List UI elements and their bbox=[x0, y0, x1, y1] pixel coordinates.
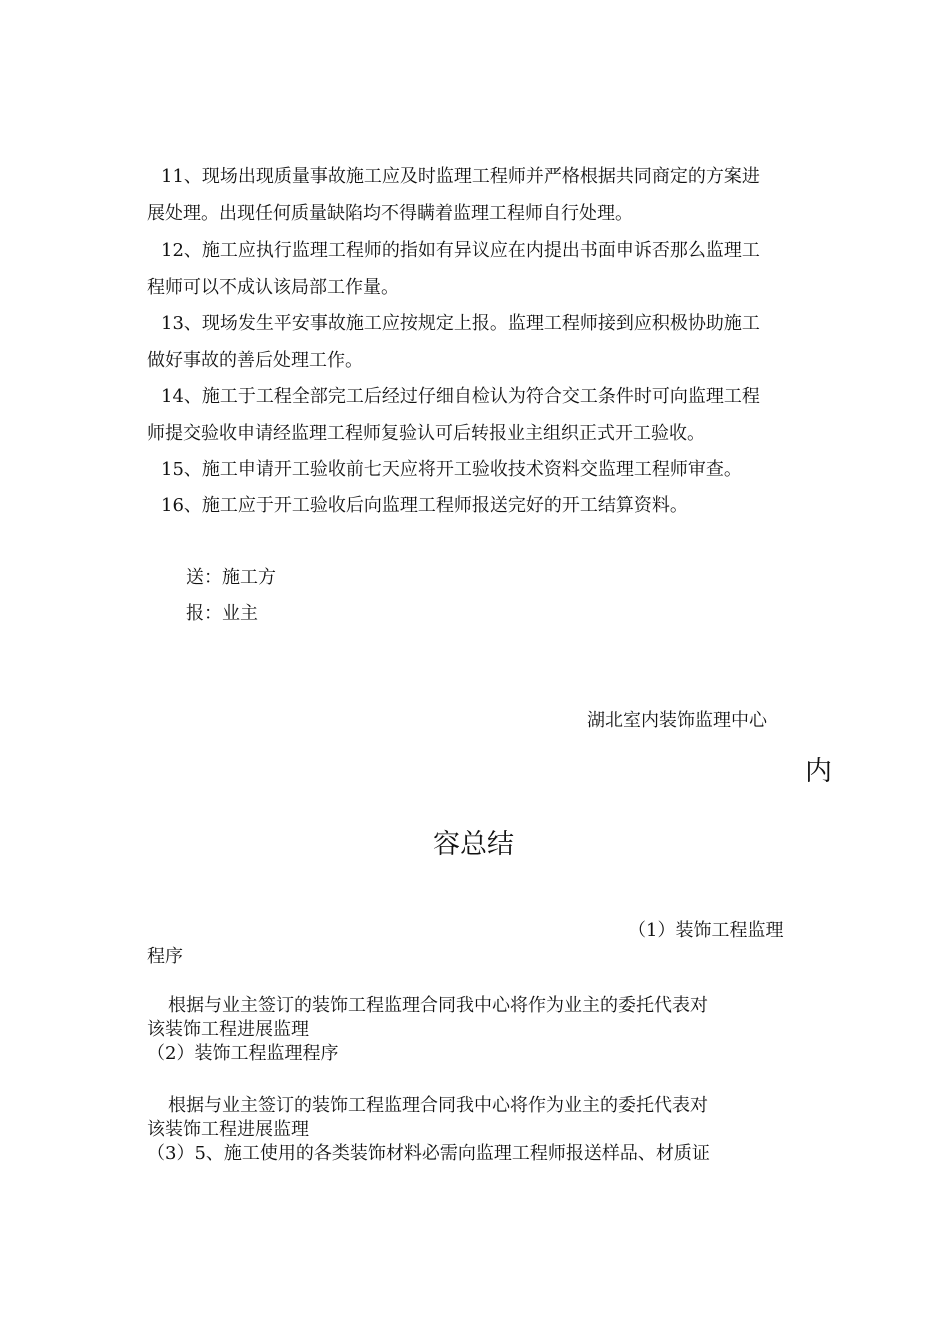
summary-section-2-body-line-1: 根据与业主签订的装饰工程监理合同我中心将作为业主的委托代表对 bbox=[168, 1095, 708, 1116]
summary-title-part-2: 容总结 bbox=[433, 829, 514, 860]
clause-13-line-2: 做好事故的善后处理工作。 bbox=[147, 350, 363, 371]
clause-14-line-2: 师提交验收申请经监理工程师复验认可后转报业主组织正式开工验收。 bbox=[147, 423, 705, 444]
summary-section-2-body-line-2: 该装饰工程进展监理 bbox=[147, 1119, 309, 1140]
clause-14-line-1: 14、施工于工程全部完工后经过仔细自检认为符合交工条件时可向监理工程 bbox=[161, 386, 760, 407]
clause-11-line-2: 展处理。出现任何质量缺陷均不得瞒着监理工程师自行处理。 bbox=[147, 203, 633, 224]
distribution-report: 报：业主 bbox=[186, 603, 258, 624]
summary-section-1-body-line-1: 根据与业主签订的装饰工程监理合同我中心将作为业主的委托代表对 bbox=[168, 995, 708, 1016]
clause-13-line-1: 13、现场发生平安事故施工应按规定上报。监理工程师接到应积极协助施工 bbox=[161, 313, 760, 334]
summary-section-3-line-1: （3）5、施工使用的各类装饰材料必需向监理工程师报送样品、材质证 bbox=[147, 1143, 710, 1164]
clause-12-line-1: 12、施工应执行监理工程师的指如有异议应在内提出书面申诉否那么监理工 bbox=[161, 240, 760, 261]
clause-11-line-1: 11、现场出现质量事故施工应及时监理工程师并严格根据共同商定的方案进 bbox=[161, 166, 760, 187]
clause-15: 15、施工申请开工验收前七天应将开工验收技术资料交监理工程师审查。 bbox=[161, 459, 742, 480]
clause-12-line-2: 程师可以不成认该局部工作量。 bbox=[147, 277, 399, 298]
summary-section-1-heading: （1）装饰工程监理 bbox=[628, 920, 784, 941]
signature-organization: 湖北室内装饰监理中心 bbox=[587, 710, 767, 731]
summary-title-part-1: 内 bbox=[805, 756, 832, 787]
summary-section-1-body-line-2: 该装饰工程进展监理 bbox=[147, 1019, 309, 1040]
summary-section-1-heading-cont: 程序 bbox=[147, 946, 183, 967]
distribution-send: 送：施工方 bbox=[186, 567, 276, 588]
summary-section-2-heading: （2）装饰工程监理程序 bbox=[147, 1043, 339, 1064]
clause-16: 16、施工应于开工验收后向监理工程师报送完好的开工结算资料。 bbox=[161, 495, 688, 516]
